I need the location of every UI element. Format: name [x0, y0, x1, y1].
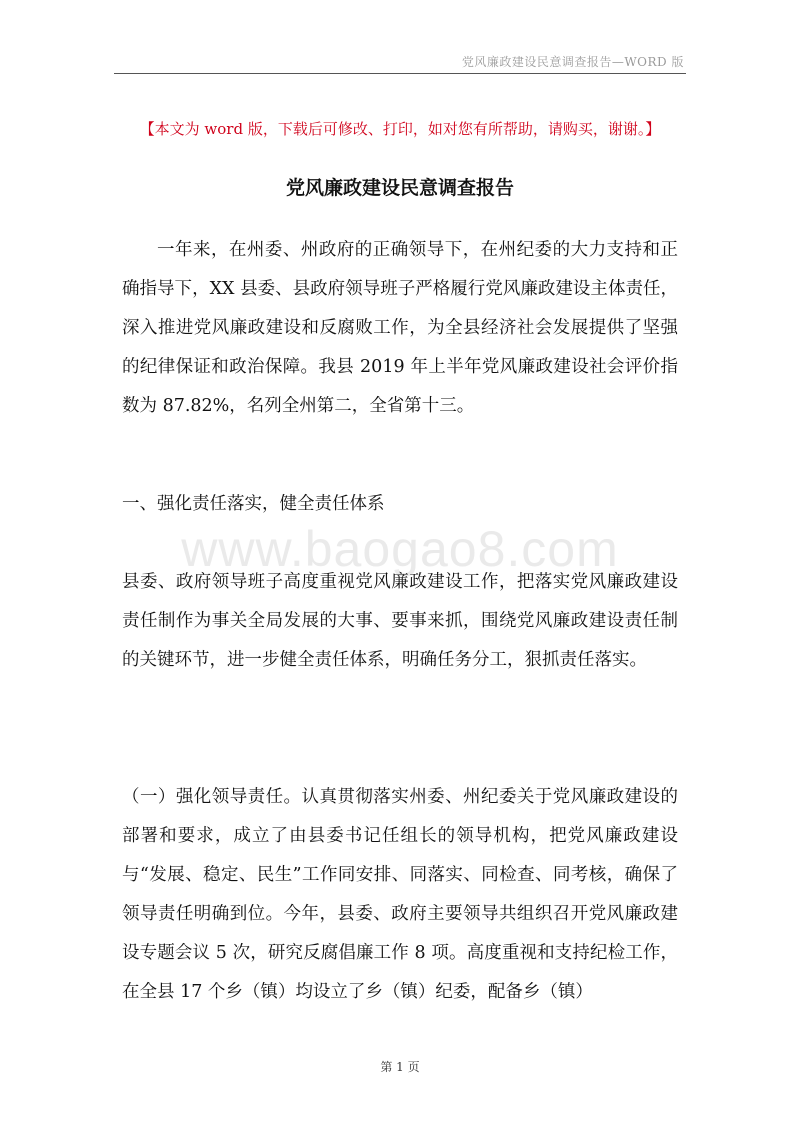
site-watermark: www.baogao8.com: [181, 521, 619, 577]
header-divider: [114, 73, 686, 74]
running-header: 党风廉政建设民意调查报告—WORD 版: [461, 55, 684, 69]
page-number: 第 1 页: [380, 1060, 420, 1074]
purchase-notice: 【本文为 word 版，下载后可修改、打印，如对您有所帮助，请购买，谢谢。】: [139, 120, 661, 138]
body-paragraph: （一）强化领导责任。认真贯彻落实州委、州纪委关于党风廉政建设的部署和要求，成立了由县委书记任组长的领导机构，把党风廉政建设与“发展、稳定、民生”工作同安排、同落实、同检查、同考核，确保了领导责任明确到位。今年，县委、政府主要领导共组织召开党风廉政建设专题会议 5 次，研究反腐倡廉工作 8 项。高度重视和支持纪检工作，在全县 17 个乡（镇）均设立了乡（镇）纪委，配备乡（镇）: [122, 787, 678, 1002]
section-heading: 一、强化责任落实，健全责任体系: [122, 494, 385, 514]
intro-paragraph: 一年来，在州委、州政府的正确领导下，在州纪委的大力支持和正确指导下，XX 县委、县政府领导班子严格履行党风廉政建设主体责任，深入推进党风廉政建设和反腐败工作，为全县经济社会发展提供了坚强的纪律保证和政治保障。我县 2019 年上半年党风廉政建设社会评价指数为 87.82%，名列全州第二，全省第十三。: [122, 240, 678, 416]
body-paragraph: 县委、政府领导班子高度重视党风廉政建设工作，把落实党风廉政建设责任制作为事关全局发展的大事、要事来抓，围绕党风廉政建设责任制的关键环节，进一步健全责任体系，明确任务分工，狠抓责任落实。: [122, 572, 678, 670]
document-title: 党风廉政建设民意调查报告: [285, 177, 514, 199]
